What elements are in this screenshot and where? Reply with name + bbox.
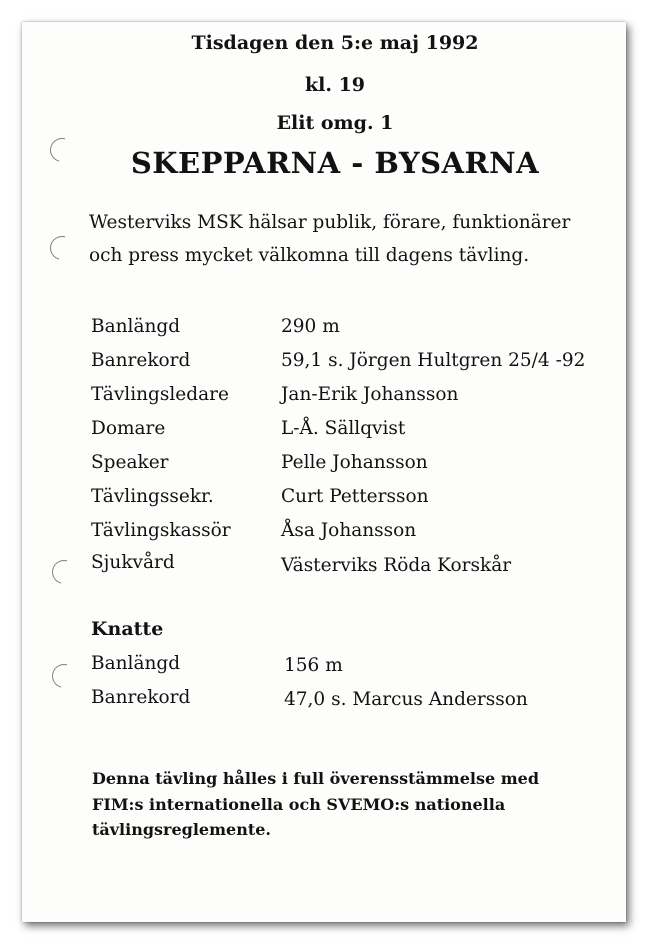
official-value: L-Å. Sällqvist (281, 418, 406, 439)
knatte-value: 156 m (284, 655, 343, 676)
official-value: Curt Pettersson (281, 486, 429, 507)
official-value: Västerviks Röda Korskår (281, 555, 512, 576)
knatte-value: 47,0 s. Marcus Andersson (284, 689, 528, 710)
knatte-heading: Knatte (91, 618, 164, 640)
knatte-label: Banlängd (91, 653, 181, 674)
welcome-text (89, 206, 570, 272)
official-label: Tävlingskassör (91, 520, 231, 541)
match-title: SKEPPARNA - BYSARNA (130, 146, 540, 180)
official-value: 290 m (281, 316, 340, 337)
welcome-line: Westerviks MSK hälsar publik, förare, funktionärer (89, 212, 571, 233)
event-series: Elit omg. 1 (276, 112, 394, 134)
official-label: Tävlingssekr. (91, 486, 214, 507)
official-label: Sjukvård (91, 552, 175, 573)
official-value: Pelle Johansson (281, 452, 428, 473)
official-value: Åsa Johansson (281, 520, 417, 541)
official-label: Banrekord (91, 350, 191, 371)
welcome-line: och press mycket välkomna till dagens tävling. (89, 245, 530, 266)
regulation-line: FIM:s internationella och SVEMO:s nationella (92, 794, 506, 814)
regulation-line: Denna tävling hålles i full överensstämmelse med (92, 769, 539, 788)
official-label: Domare (91, 418, 166, 439)
event-time: kl. 19 (304, 74, 366, 96)
official-value: 59,1 s. Jörgen Hultgren 25/4 -92 (281, 350, 586, 371)
regulation-line: tävlingsreglemente. (92, 820, 271, 839)
event-date: Tisdagen den 5:e maj 1992 (191, 32, 479, 54)
official-value: Jan-Erik Johansson (281, 384, 459, 405)
official-label: Speaker (91, 452, 169, 473)
regulation-note (92, 766, 539, 843)
knatte-label: Banrekord (91, 687, 191, 708)
official-label: Tävlingsledare (91, 384, 229, 405)
official-label: Banlängd (91, 316, 181, 337)
